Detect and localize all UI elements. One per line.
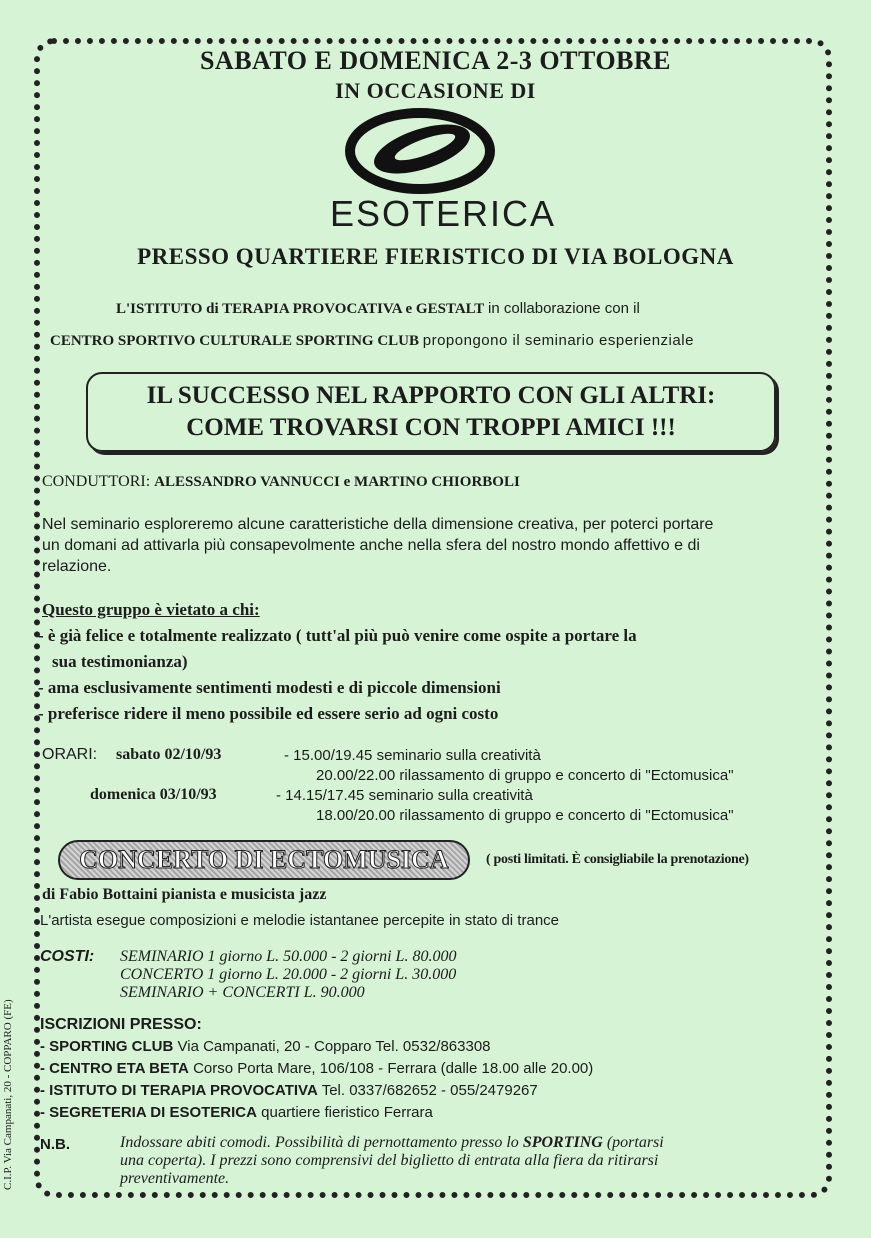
registration-name: - ISTITUTO DI TERAPIA PROVOCATIVA: [40, 1082, 318, 1099]
registration-item: [40, 1082, 538, 1099]
schedule-day-2-slot-2: 18.00/20.00 rilassamento di gruppo e concerto di "Ectomusica": [316, 807, 734, 824]
intro-line-1: [116, 300, 640, 318]
concert-note: ( posti limitati. È consigliabile la prenotazione): [486, 852, 749, 867]
registration-detail: Via Campanati, 20 - Copparo Tel. 0532/863308: [177, 1038, 491, 1055]
registration-heading: ISCRIZIONI PRESSO:: [40, 1016, 202, 1033]
logo-text: ESOTERICA: [330, 193, 557, 234]
registration-name: - CENTRO ETA BETA: [40, 1060, 189, 1077]
nb-line-1-text: Indossare abiti comodi. Possibilità di pernottamento presso lo: [120, 1134, 519, 1151]
registration-detail: Tel. 0337/682652 - 055/2479267: [321, 1082, 538, 1099]
schedule-day-2-slot-1: - 14.15/17.45 seminario sulla creatività: [276, 787, 533, 804]
event-date: SABATO E DOMENICA 2-3 OTTOBRE: [199, 46, 672, 75]
concert-badge: CONCERTO DI ECTOMUSICA: [58, 840, 470, 880]
venue: PRESSO QUARTIERE FIERISTICO DI VIA BOLOGNA: [137, 244, 734, 269]
conductors-label: CONDUTTORI:: [42, 473, 151, 490]
nb-line-1-tail: (portarsi: [606, 1134, 664, 1151]
registration-item: [40, 1038, 491, 1055]
intro-line-2: [50, 332, 694, 350]
seminar-title-line-1: IL SUCCESSO NEL RAPPORTO CON GLI ALTRI:: [146, 382, 716, 409]
nb-line-3: preventivamente.: [120, 1170, 230, 1187]
forbidden-item-1: - è già felice e totalmente realizzato ( tutt'al più può venire come ospite a portare la: [38, 626, 637, 645]
registration-name: - SEGRETERIA DI ESOTERICA: [40, 1104, 257, 1121]
costs-line-3: SEMINARIO + CONCERTI L. 90.000: [120, 984, 365, 1001]
registration-detail: quartiere fieristico Ferrara: [261, 1104, 433, 1121]
nb-sporting: SPORTING: [522, 1134, 603, 1151]
description-line-3: relazione.: [42, 558, 112, 575]
schedule-day-2: domenica 03/10/93: [90, 786, 217, 803]
schedule-label: ORARI:: [42, 746, 98, 763]
concert-description: L'artista esegue composizioni e melodie istantanee percepite in stato di trance: [40, 912, 560, 929]
description-line-2: un domani ad attivarla più consapevolmente anche nella sfera del nostro mondo affettivo e di: [42, 537, 700, 554]
printer-imprint: C.I.P. Via Campanati, 20 - COPPARO (FE): [2, 999, 14, 1190]
nb-line-1: [120, 1134, 664, 1152]
nb-label: N.B.: [40, 1136, 70, 1153]
nb-line-2: una coperta). I prezzi sono comprensivi del biglietto di entrata alla fiera da ritirarsi: [120, 1152, 659, 1169]
occasion-line: IN OCCASIONE DI: [335, 78, 536, 103]
registration-item: [40, 1104, 433, 1121]
conductors: [42, 473, 520, 491]
esoterica-logo-icon: [345, 105, 495, 197]
costs-label: COSTI:: [40, 948, 95, 965]
concert-artist: di Fabio Bottaini pianista e musicista jazz: [42, 886, 327, 903]
registration-detail: Corso Porta Mare, 106/108 - Ferrara (dalle 18.00 alle 20.00): [193, 1060, 594, 1077]
forbidden-item-1-cont: sua testimonianza): [52, 652, 188, 671]
seminar-title-line-2: COME TROVARSI CON TROPPI AMICI !!!: [186, 414, 676, 441]
forbidden-item-3: - preferisce ridere il meno possibile ed essere serio ad ogni costo: [38, 704, 499, 723]
forbidden-heading: Questo gruppo è vietato a chi:: [42, 600, 260, 619]
schedule-day-1: sabato 02/10/93: [116, 746, 222, 763]
costs-line-1: SEMINARIO 1 giorno L. 50.000 - 2 giorni L. 80.000: [120, 948, 457, 965]
schedule-day-1-slot-2: 20.00/22.00 rilassamento di gruppo e concerto di "Ectomusica": [316, 767, 734, 784]
conductors-names: ALESSANDRO VANNUCCI e MARTINO CHIORBOLI: [154, 474, 520, 490]
forbidden-item-2: - ama esclusivamente sentimenti modesti e di piccole dimensioni: [38, 678, 501, 697]
seminar-title-box: [86, 372, 776, 452]
intro-connector-1: in collaborazione con il: [488, 300, 640, 317]
registration-name: - SPORTING CLUB: [40, 1038, 174, 1055]
org-istituto: L'ISTITUTO di TERAPIA PROVOCATIVA e GESTALT: [116, 301, 485, 317]
registration-item: [40, 1060, 593, 1077]
intro-connector-2: propongono il seminario esperienziale: [422, 332, 694, 349]
costs-line-2: CONCERTO 1 giorno L. 20.000 - 2 giorni L. 30.000: [120, 966, 457, 983]
org-sporting: CENTRO SPORTIVO CULTURALE SPORTING CLUB: [50, 333, 419, 349]
schedule-day-1-slot-1: - 15.00/19.45 seminario sulla creatività: [284, 747, 541, 764]
description-line-1: Nel seminario esploreremo alcune caratteristiche della dimensione creativa, per poterci portare: [42, 516, 714, 533]
